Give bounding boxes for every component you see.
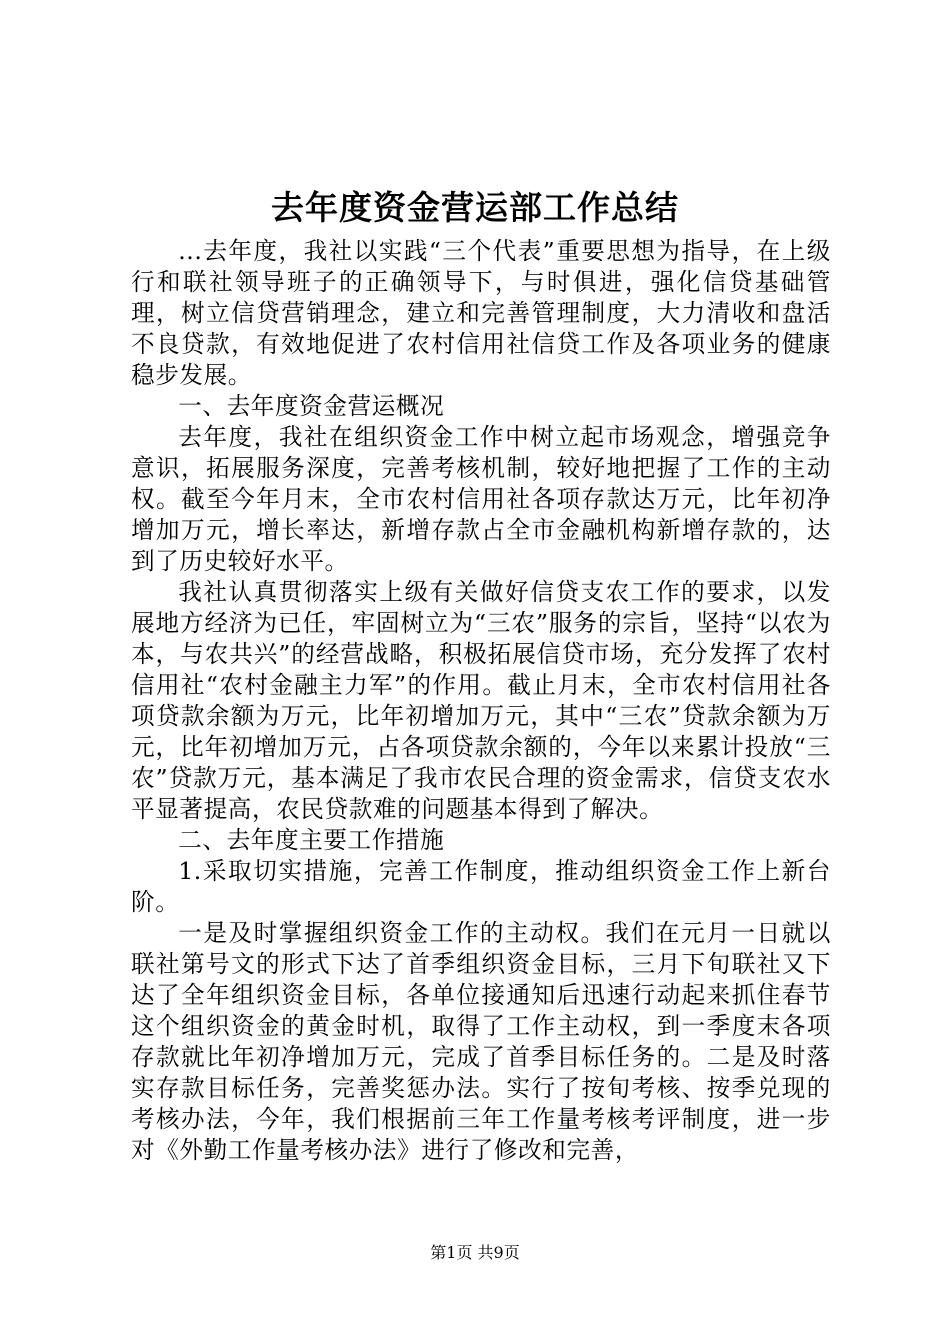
paragraph-measures: 一是及时掌握组织资金工作的主动权。我们在元月一日就以联社第号文的形式下达了首季组织资金目标，三月下旬联社又下达了全年组织资金目标，各单位接通知后迅速行动起来抓住春节这个组织资金的黄金时机，取得了工作主动权，到一季度末各项存款就比年初净增加万元，完成了首季目标任务的。二是及时落实存款目标任务，完善奖惩办法。实行了按旬考核、按季兑现的考核办法，今年，我们根据前三年工作量考核考评制度，进一步对《外勤工作量考核办法》进行了修改和完善， (131, 919, 831, 1164)
paragraph-deposit-overview: 去年度，我社在组织资金工作中树立起市场观念，增强竞争意识，拓展服务深度，完善考核机制，较好地把握了工作的主动权。截至今年月末，全市农村信用社各项存款达万元，比年初净增加万元，增长率达，新增存款占全市金融机构新增存款的，达到了历史较好水平。 (131, 423, 831, 575)
section-heading-2: 二、去年度主要工作措施 (178, 826, 445, 854)
subsection-heading-1: 1.采取切实措施，完善工作制度，推动组织资金工作上新台阶。 (131, 857, 831, 916)
paragraph-intro: ...去年度，我社以实践“三个代表”重要思想为指导，在上级行和联社领导班子的正确领导下，与时俱进，强化信贷基础管理，树立信贷营销理念，建立和完善管理制度，大力清收和盘活不良贷款，有效地促进了农村信用社信贷工作及各项业务的健康稳步发展。 (131, 237, 831, 389)
page-footer: 第1页 共9页 (430, 1243, 520, 1262)
paragraph-loan-overview: 我社认真贯彻落实上级有关做好信贷支农工作的要求，以发展地方经济为已任，牢固树立为“三农”服务的宗旨，坚持“以农为本，与农共兴”的经营战略，积极拓展信贷市场，充分发挥了农村信用社“农村金融主力军”的作用。截止月末，全市农村信用社各项贷款余额为万元，比年初增加万元，其中“三农”贷款余额为万元，比年初增加万元，占各项贷款余额的，今年以来累计投放“三农”贷款万元，基本满足了我市农民合理的资金需求，信贷支农水平显著提高，农民贷款难的问题基本得到了解决。 (131, 578, 831, 823)
page-title: 去年度资金营运部工作总结 (271, 188, 679, 227)
section-heading-1: 一、去年度资金营运概况 (178, 392, 445, 420)
document-body (131, 236, 831, 1166)
